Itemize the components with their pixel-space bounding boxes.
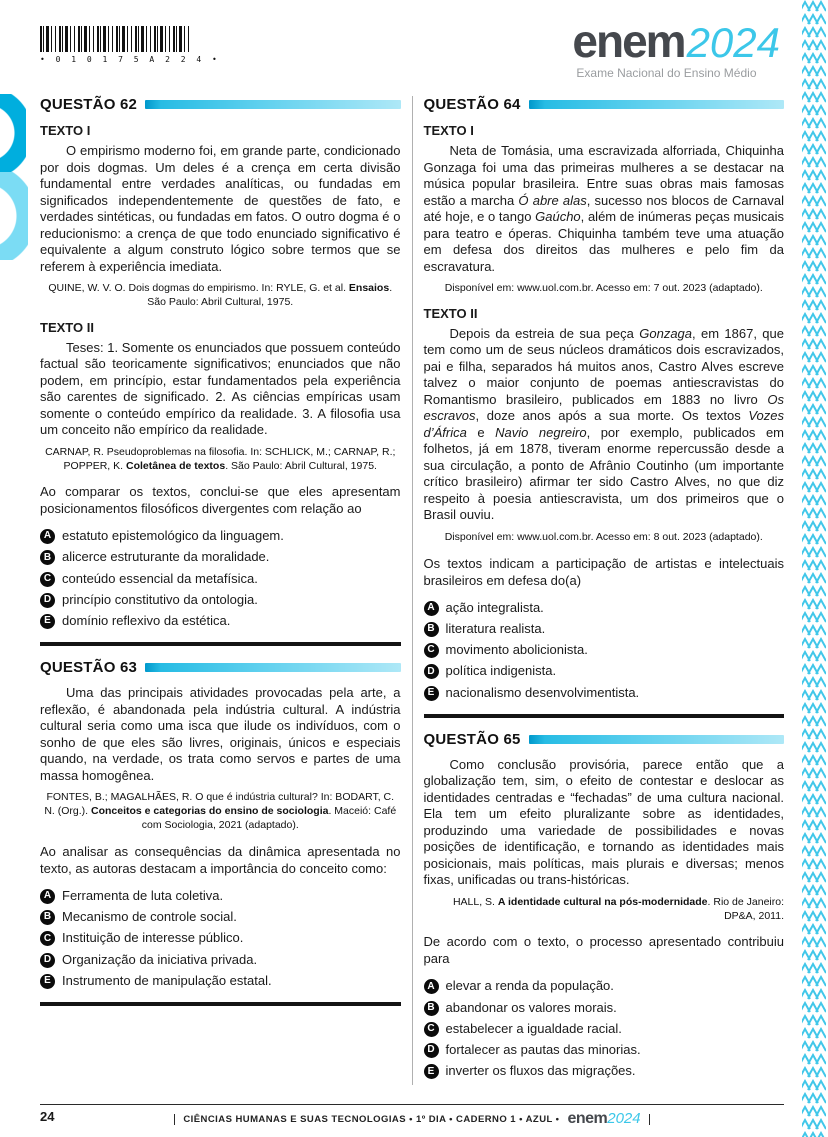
decorative-edge-pattern-icon <box>802 0 826 1137</box>
question-65-body: Como conclusão provisória, parece então que a globalização tem, sim, o efeito de contestar e deslocar as identidades centradas e “fechadas” de uma cultura nacional. Ela tem um efeito pluralizante sobre as identidades, produzindo uma variedade de possibilidades e novas posições de identificação, e tornando as identidades mais posicionais, mais políticas, mais plurais e diversas; menos fixas, unificadas ou trans-históricas. <box>423 756 784 888</box>
option-c-text: conteúdo essencial da metafísica. <box>62 570 258 586</box>
option-d-text: política indigenista. <box>445 663 557 679</box>
option-d-badge: D <box>424 1043 439 1058</box>
question-divider <box>40 1002 401 1006</box>
option-d-badge: D <box>40 593 55 608</box>
option-b-text: literatura realista. <box>445 620 546 636</box>
question-64-header <box>424 96 785 113</box>
enem-logo-year: 2024 <box>686 19 780 66</box>
option-b-badge: B <box>424 1001 439 1016</box>
option-c-text: movimento abolicionista. <box>445 642 588 657</box>
question-62 <box>40 96 401 629</box>
texto-ii-citation: CARNAP, R. Pseudoproblemas na filosofia. In: SCHLICK, M.; CARNAP, R.; POPPER, K. Coletânea de textos. São Paulo: Abril Cultural, 1975. <box>45 445 396 472</box>
question-64-options <box>424 600 785 701</box>
option-b-text: alicerce estruturante da moralidade. <box>62 549 270 565</box>
question-title-bar <box>145 100 400 109</box>
enem-logo-line <box>572 15 780 67</box>
option-d <box>40 592 401 608</box>
question-divider <box>40 642 401 646</box>
question-64-title: QUESTÃO 64 <box>423 96 521 113</box>
texto-ii-label: TEXTO II <box>423 305 478 321</box>
option-c <box>40 930 401 946</box>
page-header <box>0 0 828 96</box>
question-62-header <box>40 96 401 113</box>
question-63-body: Uma das principais atividades provocadas pela arte, a reflexão, é abandonada pela indústria cultural. A indústria cultural seria como uma isca que ilude os indivíduos, com o sonho de que eles são livres, originais, únicos e especiais quando, na verdade, os trata como servos e partes de uma massa homogênea. <box>40 685 401 783</box>
texto-ii-label: TEXTO II <box>40 319 94 335</box>
barcode <box>40 26 220 64</box>
question-65-options <box>424 978 785 1079</box>
question-title-bar <box>145 663 400 672</box>
question-63-header <box>40 659 401 676</box>
barcode-bars-icon <box>40 26 192 52</box>
texto-i-body: Neta de Tomásia, uma escravizada alforriada, Chiquinha Gonzaga foi uma das primeiras mulheres a se destacar na música popular brasileira. Entre suas obras mais famosas estão a marcha Ó abre alas, sucesso nos blocos de Carnaval até hoje, e o tango Gaúcho, além de inúmeras peças musicais para teatro e óperas. Chiquinha também teve uma atuação em defesa dos direitos das mulheres e pelo fim da escravatura. <box>423 143 785 274</box>
option-c-badge: C <box>40 931 55 946</box>
texto-ii-body: Depois da estreia de sua peça Gonzaga, em 1867, que tem como um de seus núcleos dramáticos dois escravizados, pai e filha, separados há muitos anos, Castro Alves escreve talvez o maior conjunto de poemas antiescravistas do Romantismo brasileiro, publicados em 1883 no livro Os escravos, doze anos após a sua morte. Os textos Vozes d’África e Navio negreiro, por exemplo, publicados em folhetos, já em 1878, tiveram enorme repercussão desde a sua circulação, a ponto de Afrânio Coutinho (um importante crítico brasileiro) afirmar ter sido Castro Alves, no que diz respeito à poesia antiescravista, um dos primeiros que o Brasil ouviu. <box>423 325 784 523</box>
option-a-badge: A <box>40 529 55 544</box>
option-a-text: ação integralista. <box>445 599 544 615</box>
question-62-title: QUESTÃO 62 <box>40 96 138 113</box>
option-e-text: nacionalismo desenvolvimentista. <box>445 684 640 700</box>
page-footer <box>40 1104 784 1128</box>
option-c <box>424 1021 785 1037</box>
content-columns <box>0 96 828 1085</box>
question-65-title: QUESTÃO 65 <box>423 730 521 748</box>
option-a <box>40 528 401 544</box>
option-d <box>424 1042 785 1058</box>
option-b <box>40 549 401 565</box>
enem-logo <box>572 15 780 80</box>
option-a-badge: A <box>40 889 55 904</box>
option-c <box>40 571 401 587</box>
footer-enem-logo <box>567 1110 640 1128</box>
option-a <box>424 600 785 616</box>
footer-caption <box>174 1110 649 1128</box>
question-63 <box>40 659 401 989</box>
option-e-text: inverter os fluxos das migrações. <box>445 1063 636 1079</box>
option-a-text: elevar a renda da população. <box>445 978 614 994</box>
option-e-badge: E <box>40 974 55 989</box>
texto-ii-citation: Disponível em: www.uol.com.br. Acesso em: 8 out. 2023 (adaptado). <box>444 530 763 543</box>
question-divider <box>424 714 785 718</box>
option-d-text: fortalecer as pautas das minorias. <box>445 1042 641 1057</box>
footer-tick-right <box>649 1114 650 1125</box>
barcode-text: • 0 1 0 1 7 5 A 2 2 4 • <box>40 55 220 64</box>
option-b <box>40 909 401 925</box>
texto-i-citation: QUINE, W. V. O. Dois dogmas do empirismo. In: RYLE, G. et al. Ensaios. São Paulo: Abril Cultural, 1975. <box>48 282 393 308</box>
texto-i-citation: Disponível em: www.uol.com.br. Acesso em: 7 out. 2023 (adaptado). <box>444 282 763 294</box>
page-number: 24 <box>40 1109 55 1124</box>
option-e <box>424 1063 785 1079</box>
question-65-citation: HALL, S. A identidade cultural na pós-modernidade. Rio de Janeiro: DP&A, 2011. <box>452 895 784 922</box>
option-e <box>40 613 401 629</box>
footer-row <box>40 1105 784 1128</box>
footer-enem-logo-year: 2024 <box>607 1110 641 1127</box>
footer-tick-left <box>174 1114 175 1125</box>
column-divider <box>412 96 413 1085</box>
option-a-text: estatuto epistemológico da linguagem. <box>62 528 284 544</box>
question-65-stem: De acordo com o texto, o processo apresentado contribuiu para <box>423 934 784 967</box>
question-64-stem: Os textos indicam a participação de artistas e intelectuais brasileiros em defesa do(a) <box>423 555 784 588</box>
option-a-badge: A <box>424 601 439 616</box>
question-62-options <box>40 528 401 629</box>
option-e-badge: E <box>424 686 439 701</box>
texto-ii-body: Teses: 1. Somente os enunciados que possuem conteúdo factual são teoricamente significativos; enunciados que não podem, em princípio, estar fundamentados pela experiência são carentes de significado. 2. As ciências empíricas usam somente o conteúdo empírico da realidade. 3. A filosofia usa um conceito não empírico da realidade. <box>40 339 401 438</box>
question-65 <box>424 731 785 1080</box>
option-c-text: Instituição de interesse público. <box>62 930 244 946</box>
option-e-text: domínio reflexivo da estética. <box>62 613 231 629</box>
option-d <box>424 663 785 679</box>
option-a <box>424 978 785 994</box>
question-title-bar <box>529 100 784 109</box>
question-65-header <box>424 731 785 748</box>
question-title-bar <box>529 735 784 744</box>
option-c-badge: C <box>424 1022 439 1037</box>
question-62-stem: Ao comparar os textos, conclui-se que eles apresentam posicionamentos filosóficos divergentes com relação ao <box>40 484 401 517</box>
option-d-text: Organização da iniciativa privada. <box>62 951 258 967</box>
right-column <box>424 96 785 1085</box>
option-d <box>40 952 401 968</box>
footer-caption-text: CIÊNCIAS HUMANAS E SUAS TECNOLOGIAS • 1º DIA • CADERNO 1 • AZUL • <box>183 1113 560 1125</box>
question-64 <box>424 96 785 701</box>
option-b-text: abandonar os valores morais. <box>445 999 617 1015</box>
option-e <box>40 973 401 989</box>
option-c-badge: C <box>424 643 439 658</box>
option-a <box>40 888 401 904</box>
option-c-badge: C <box>40 572 55 587</box>
enem-logo-subtitle: Exame Nacional do Ensino Médio <box>576 66 757 80</box>
question-63-title: QUESTÃO 63 <box>40 659 138 677</box>
option-c-text: estabelecer a igualdade racial. <box>445 1020 622 1036</box>
option-b-text: Mecanismo de controle social. <box>62 909 237 925</box>
brand-crescent-icon <box>0 172 28 260</box>
option-b <box>424 621 785 637</box>
brand-crescent-icon <box>0 94 26 172</box>
question-63-citation: FONTES, B.; MAGALHÃES, R. O que é indústria cultural? In: BODART, C. N. (Org.). Conceitos e categorias do ensino de sociologia. Maceió: Café com Sociologia, 2021 (adaptado). <box>44 791 397 832</box>
enem-logo-text: enem <box>572 15 685 67</box>
texto-i-label: TEXTO I <box>423 123 474 138</box>
footer-enem-logo-text: enem <box>567 1110 608 1127</box>
option-e <box>424 685 785 701</box>
option-b-badge: B <box>424 622 439 637</box>
texto-i-label: TEXTO I <box>40 123 91 138</box>
option-e-text: Instrumento de manipulação estatal. <box>62 972 272 988</box>
option-b-badge: B <box>40 910 55 925</box>
option-b-badge: B <box>40 550 55 565</box>
option-e-badge: E <box>40 614 55 629</box>
option-c <box>424 642 785 658</box>
question-63-stem: Ao analisar as consequências da dinâmica apresentada no texto, as autoras destacam a importância do conceito como: <box>40 844 401 876</box>
option-a-badge: A <box>424 979 439 994</box>
option-d-badge: D <box>40 953 55 968</box>
texto-i-body: O empirismo moderno foi, em grande parte, condicionado por dois dogmas. Um deles é a crença em certa divisão fundamental entre verdades analíticas, ou fundadas em significados independentemente de questões de fato, e verdades sintéticas, ou fundadas em fatos. O outro dogma é o reducionismo: a crença de que todo enunciado significativo é equivalente a algum construto lógico sobre termos que se referem à experiência imediata. <box>40 143 401 274</box>
option-d-badge: D <box>424 664 439 679</box>
option-b <box>424 1000 785 1016</box>
option-d-text: princípio constitutivo da ontologia. <box>62 591 258 607</box>
left-column <box>40 96 401 1085</box>
option-e-badge: E <box>424 1064 439 1079</box>
option-a-text: Ferramenta de luta coletiva. <box>62 887 224 903</box>
question-63-options <box>40 888 401 989</box>
